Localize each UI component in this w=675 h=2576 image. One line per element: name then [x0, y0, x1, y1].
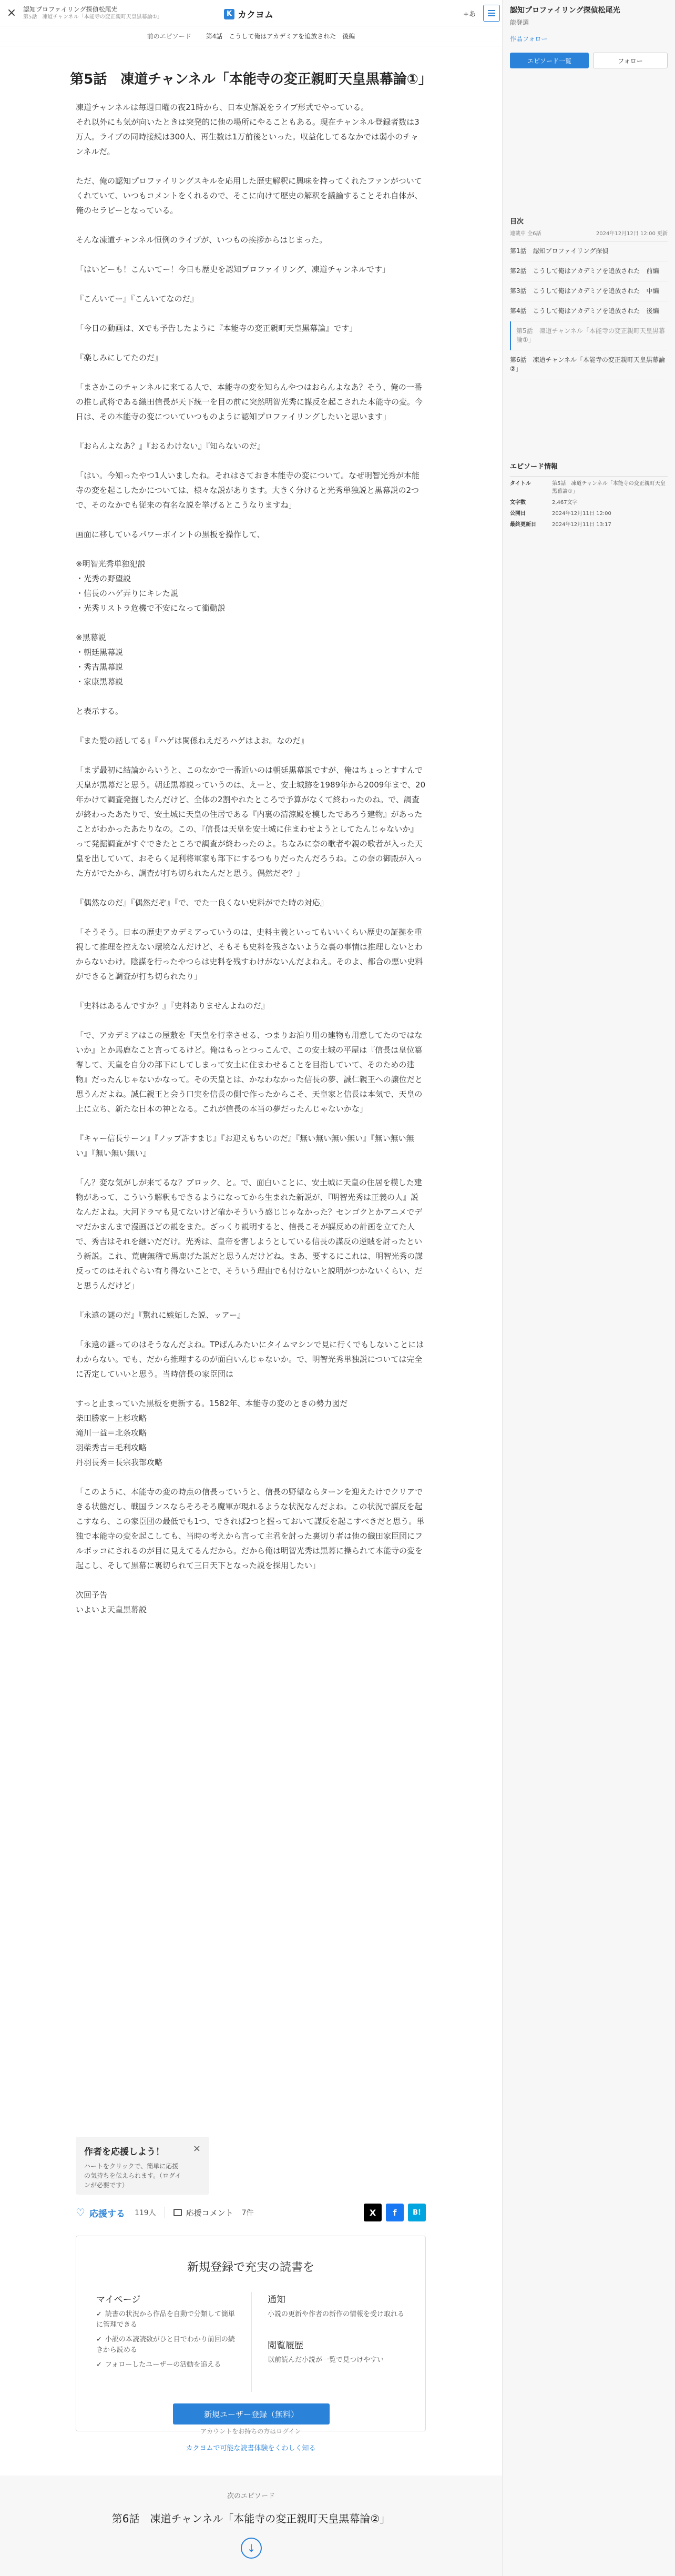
sidebar	[502, 0, 675, 2576]
prev-episode-title[interactable]: 第4話 こうして俺はアカデミアを追放された 後編	[206, 33, 355, 40]
body-paragraph: 『楽しみにしてたのだ』	[76, 353, 163, 362]
logo-mark-icon: K	[224, 9, 234, 19]
logo-name: カクヨム	[238, 10, 273, 21]
toc-meta	[510, 229, 668, 241]
sidebar-author[interactable]: 能登選	[510, 19, 529, 26]
body-paragraph: 『キャー信長サーン』『ノッブ許すまじ』『お迎えもちいのだ』『無い無い無い無い』『無い無い無い』『無い無い無い』	[76, 1134, 414, 1158]
sidebar-work-info	[510, 5, 668, 43]
login-link[interactable]: アカウントをお持ちの方はログイン	[200, 2428, 301, 2435]
comment-count: 7件	[241, 2209, 254, 2217]
info-row	[510, 499, 668, 507]
body-paragraph: 「まさかこのチャンネルに来てる人で、本能寺の変を知らんやつはおらんよなあ？そう、俺の一番の推し武将である織田信長が天下統一を目の前に突然明智光秀に謀反を起こされた本能寺の変。今日は、その本能寺の変についていつものように認知プロファイリングしたいと思います」	[76, 382, 423, 421]
body-paragraph	[76, 453, 426, 468]
body-paragraph	[76, 336, 426, 350]
next-episode-label: 次のエピソード	[227, 2492, 275, 2500]
body-paragraph	[76, 159, 426, 174]
body-paragraph: ただ、俺の認知プロファイリングスキルを応用した歴史解釈に興味を持ってくれたファンがついてくれていて、いつもコメントをくれるので、そこに向けて歴史の解釈を議論することそれ自体が、俺のセラピーとなっている。	[76, 176, 423, 215]
register-card	[76, 2236, 426, 2452]
sidebar-episode-info	[510, 461, 668, 529]
notify-desc: 小説の更新や作者の新作の情報を受け取れる	[268, 2310, 405, 2318]
body-paragraph: 「ん？変な気がしが来てるな？ブロック、と。で、面白いことに、安土城に天皇の住居を模した建物があって、こういう解釈もできるようになってから生まれた新説が、『明智光秀は正義の人』説なんだよね。大河ドラマも見てないけど確かそういう感じじゃなかった？センゴクとかアニメでデマだかまんまで漫画ほどの説をまた。ざっくり説明すると、信長こそが謀反めの計画を立てた人で、秀吉はそれを継いだだけ。光秀は、皇帝を害しようとしている信長の謀反の逆賊を討ったという新説。これ、荒唐無稽で馬鹿げた説だと思うんだけどね。まあ、要するにこれは、明智光秀の謀反ってのはそれぐらい有り得ないことで、そういう理由でも付けないと説明がつかないくらい、だと思うんだけど」	[76, 1178, 423, 1290]
episode-title: 第5話 凍道チャンネル「本能寺の変正親町天皇黒幕論①」	[70, 72, 432, 87]
x-share-icon[interactable]: X	[364, 2204, 382, 2221]
body-paragraph	[76, 424, 426, 439]
body-paragraph: ・光秀リストラ危機で不安になって衝動説	[76, 603, 226, 613]
cheer-prompt-desc: ハートをクリックで、簡単に応援の気持ちを伝えられます。（ログインが必要です）	[84, 2163, 181, 2189]
divider	[251, 2292, 252, 2392]
body-paragraph: いよいよ天皇黒幕説	[76, 1605, 147, 1614]
sidebar-work-follow-link[interactable]: 作品フォロー	[510, 35, 548, 43]
body-paragraph	[76, 1573, 426, 1588]
body-paragraph	[76, 512, 426, 527]
info-value: 2,467文字	[552, 500, 578, 506]
body-paragraph: 「はいどーも！こんいてー！今日も歴史を認知プロファイリング、凍道チャンネルです」	[76, 265, 390, 274]
mypage-feature: ✓ 読書の状況から作品を自動で分類して簡単に管理できる	[96, 2309, 237, 2330]
close-icon[interactable]: ×	[6, 6, 17, 19]
body-paragraph	[76, 1013, 426, 1028]
body-paragraph: 丹羽長秀＝長宗我部攻略	[76, 1458, 163, 1467]
mypage-feature: ✓ 小説の本読読数がひと目でわかり前回の続きから読める	[96, 2335, 237, 2356]
register-title: 新規登録で充実の読書を	[187, 2261, 314, 2274]
info-value: 第5話 凍道チャンネル「本能寺の変正親町天皇黒幕論①」	[552, 481, 666, 494]
body-paragraph	[76, 615, 426, 630]
info-key: 最終更新日	[510, 522, 536, 528]
sidebar-toggle-button[interactable]	[483, 5, 500, 22]
body-paragraph: 次回予告	[76, 1590, 108, 1600]
body-paragraph: 「まず最初に結論からいうと、このなかで一番近いのは朝廷黒幕説ですが、俺はちょっとすすんで天皇が黒幕だと思う。朝廷黒幕説っていうのは、えーと、安土城跡を1989年から2009年まで、20年かけて調査発掘したんだけど、全体の2割やれたところで予算がなくて終わったのね。で、調査が終わったあたりで、安土城に天皇の住居である『内裏の清涼殿を模したであろう建物』があったことがわかったあたりなの。この、『信長は天皇を安土城に住まわせようとしてたんじゃないか』って発掘調査がすぐできたところで調査が終わったのよ。ちなみに奈の歌者や親の歌者が入った天皇を出していて、おそらく足利将軍家も部下にするつもりだったんだろうね。この奈の御殿が入った方がでたから、調査が打ち切られたんだと思う。偶然だぞ？」	[76, 765, 426, 878]
register-button[interactable]: 新規ユーザー登録（無料）	[173, 2403, 330, 2425]
info-row	[510, 510, 668, 518]
sidebar-toc	[510, 216, 668, 379]
info-row	[510, 480, 668, 496]
share-buttons	[364, 2204, 426, 2221]
body-paragraph: 「で、アカデミアはこの屋敷を『天皇を行幸させる、つまりお泊り用の建物も用意してたのではないか』とか馬鹿なこと言ってるけど。俺はもっとつっこんで、この安土城の平屋は『信長は皇位簒奪して、天皇を自分の部下にしてしまって安土に住まわせることを目指していて、そのための建物』だったんじゃないかなって。その天皇とは、かなわなかった信長の夢、誠仁親王への譲位だと思うんだよね。誠仁親王と会う口実を信長の側で作ったからこそ、天皇家と信長は本気で、天皇の上に立ち、新たな日本の神となる。これが信長の本当の夢だったんじゃないかな」	[76, 1031, 423, 1114]
toc-heading: 目次	[510, 218, 524, 226]
body-paragraph	[76, 1470, 426, 1484]
info-row	[510, 521, 668, 529]
body-paragraph: 『おらんよなあ？』『おるわけない』『知らないのだ』	[76, 441, 265, 451]
cheer-button[interactable]: 応援する	[89, 2208, 125, 2219]
cheer-count: 119人	[134, 2209, 156, 2217]
body-paragraph: 「そうそう。日本の歴史アカデミアっていうのは、史料主義といってもいいくらい歴史の証拠を重視して推理を控えない環境なんだけど、そもそも史料を残さないような裏の事情は推理しないとわからないわけ。陰謀を行ったやつらは史料を残すわけがないんだよねえ。そのよ、都合の悪い史料ができると調査が打ち切られたり」	[76, 927, 423, 981]
register-notify-col	[268, 2292, 410, 2366]
kakuyomu-logo[interactable]	[224, 7, 273, 21]
body-paragraph: 滝川一益＝北条攻略	[76, 1428, 147, 1438]
body-paragraph: 凍道チャンネルは毎週日曜の夜21時から、日本史解説をライブ形式でやっている。	[76, 103, 369, 112]
top-header	[0, 0, 502, 26]
body-paragraph: 「このように、本能寺の変の時点の信長っていうと、信長の野望ならターンを迎えたけでクリアできる状態だし、戦国ランスならそろそろ魔軍が現れるような状況なんだよね。この状況で謀反を起こすなら、この家臣団の最低でも1つ、できれば2つと握っておいて謀反を起こすべきだと思う。単独で本能寺の変を起こしても、当時の考えから言って主君を討った裏切り者は他の織田家臣団にフルボッコにされるのが目に見えてるんだから。だから俺は明智光秀は黒幕に操られて本能寺の変を起こし、そして黒幕に裏切られて三日天下となった説を採用したい」	[76, 1487, 425, 1570]
body-paragraph	[76, 218, 426, 233]
next-episode-section	[0, 2476, 502, 2576]
body-paragraph	[76, 984, 426, 998]
prev-episode-link[interactable]: 前のエピソード	[147, 33, 191, 40]
header-work-title[interactable]: 認知プロファイリング探偵松尾光	[23, 5, 118, 13]
header-episode-title: 第5話 凍道チャンネル「本能寺の変正親町天皇黒幕論①」	[23, 14, 162, 20]
body-paragraph: それ以外にも気が向いたときは突発的に他の場所にやることもある。現在チャンネル登録者数は3万人。ライブの同時接続は300人、再生数は1万前後といった。収益化してるなかでは弱小のチャンネルだ。	[76, 117, 420, 156]
toc-item-current[interactable]: 第5話 凍道チャンネル「本能寺の変正親町天皇黒幕論①」	[510, 321, 668, 350]
toc-item[interactable]: 第4話 こうして俺はアカデミアを追放された 後編	[510, 301, 668, 321]
toc-updated: 2024年12月12日 12:00 更新	[596, 231, 668, 237]
body-paragraph: 羽柴秀吉＝毛利攻略	[76, 1443, 147, 1452]
body-paragraph: ・信長のハゲ弄りにキレた説	[76, 589, 178, 598]
body-paragraph: 「永遠の謎ってのはそうなんだよね。TPばんみたいにタイムマシンで見に行くでもしないことにはわからない。でも、だから推理するのが面白いんじゃないか。で、明智光秀単独説については完全に否定していいと思う。当時信長の家臣団は	[76, 1340, 424, 1379]
body-paragraph	[76, 365, 426, 380]
body-paragraph: 「今日の動画は、Xでも予告したように『本能寺の変正親町天皇黒幕論』です」	[76, 324, 357, 333]
episode-subnav	[0, 26, 502, 46]
body-paragraph: ※黒幕説	[76, 633, 106, 642]
body-paragraph: ・秀吉黒幕説	[76, 662, 124, 672]
body-paragraph: ・光秀の野望説	[76, 574, 131, 583]
body-paragraph	[76, 306, 426, 321]
cheer-prompt-title: 作者を応援しよう！	[84, 2147, 165, 2157]
follow-button[interactable]: フォロー	[593, 53, 668, 68]
arrow-down-icon[interactable]: ↓	[241, 2538, 262, 2559]
toc-item[interactable]: 第2話 こうして俺はアカデミアを追放された 前編	[510, 261, 668, 281]
toc-status: 連載中 全6話	[510, 231, 541, 237]
notify-heading: 通知	[268, 2295, 285, 2305]
episode-list-button[interactable]: エピソード一覧	[510, 53, 589, 68]
body-paragraph: 柴田勝家＝上杉攻略	[76, 1413, 147, 1423]
toc-item[interactable]: 第1話 認知プロファイリング探偵	[510, 241, 668, 261]
episode-body	[76, 100, 426, 1617]
info-value: 2024年12月11日 13:17	[552, 522, 611, 528]
body-paragraph	[76, 542, 426, 557]
body-paragraph: 『史料はあるんですか？』『史料ありませんよねのだ』	[76, 1001, 269, 1011]
comment-icon	[173, 2209, 182, 2216]
body-paragraph	[76, 689, 426, 704]
body-paragraph: 画面に移しているパワーポイントの黒板を操作して、	[76, 530, 265, 539]
heart-icon[interactable]: ♡	[76, 2206, 85, 2219]
info-value: 2024年12月11日 12:00	[552, 511, 611, 517]
body-paragraph: すっと止まっていた黒板を更新する。1582年、本能寺の変のときの勢力図だ	[76, 1399, 348, 1408]
toc-item[interactable]: 第3話 こうして俺はアカデミアを追放された 中編	[510, 281, 668, 301]
body-paragraph	[76, 1322, 426, 1337]
cheer-prompt-box	[76, 2137, 209, 2195]
info-key: タイトル	[510, 481, 531, 487]
body-paragraph: 『永遠の謎のだ』『驚れに嫉妬した説、ッアー』	[76, 1310, 246, 1320]
body-paragraph	[76, 1160, 426, 1175]
header-actions	[459, 0, 502, 26]
close-icon[interactable]: ×	[192, 2143, 201, 2154]
header-work-info[interactable]	[23, 5, 197, 21]
toc-item[interactable]: 第6話 凍道チャンネル「本能寺の変正親町天皇黒幕論②」	[510, 350, 668, 379]
register-mypage-col	[96, 2292, 237, 2370]
body-paragraph	[76, 719, 426, 733]
episode-info-heading: エピソード情報	[510, 461, 668, 477]
sidebar-buttons	[510, 53, 668, 68]
body-paragraph: ※明智光秀単独犯説	[76, 559, 146, 569]
body-paragraph	[76, 910, 426, 925]
sidebar-work-title[interactable]: 認知プロファイリング探偵松尾光	[510, 6, 620, 15]
body-paragraph	[76, 1116, 426, 1131]
comment-button[interactable]: 応援コメント	[186, 2208, 233, 2218]
mypage-feature: ✓ フォローしたユーザーの活動を追える	[96, 2360, 237, 2370]
cheer-row	[76, 2202, 426, 2223]
body-paragraph	[76, 277, 426, 291]
body-paragraph	[76, 881, 426, 895]
history-desc: 以前読んだ小説が一覧で見つけやすい	[268, 2356, 384, 2364]
body-paragraph: そんな凍道チャンネル恒例のライブが、いつもの挨拶からはじまった。	[76, 235, 328, 245]
menu-icon	[488, 10, 495, 16]
body-paragraph	[76, 1293, 426, 1308]
body-paragraph: 『偶然なのだ』『偶然だぞ』『で、でた一良くない史料がでた時の対応』	[76, 898, 328, 907]
font-size-button[interactable]: +あ	[463, 10, 476, 18]
learn-more-link[interactable]: カクヨムで可能な読書体験をくわしく知る	[186, 2444, 316, 2452]
body-paragraph: 『また髪の話してる』『ハゲは関係ねえだろハゲはよお。なのだ』	[76, 736, 309, 745]
history-heading: 閲覧履歴	[268, 2340, 303, 2351]
info-key: 公開日	[510, 511, 526, 517]
info-key: 文字数	[510, 500, 526, 506]
body-paragraph: ・朝廷黒幕説	[76, 648, 124, 657]
body-paragraph: ・家康黒幕説	[76, 677, 124, 686]
body-paragraph: 「はい。今知ったやつ1人いましたね。それはさておき本能寺の変について。なぜ明智光秀が本能寺の変を起こしたかについては、様々な説があります。大きく分けると光秀単独説と黒幕説の2つで、そのなかでも従来の有名な説を挙げるとこうなりますね」	[76, 471, 420, 510]
facebook-share-icon[interactable]: f	[386, 2204, 404, 2221]
body-paragraph: 『こんいてー』『こんいてなのだ』	[76, 294, 198, 304]
next-episode-link[interactable]: 第6話 凍道チャンネル「本能寺の変正親町天皇黒幕論②」	[111, 2512, 391, 2525]
body-paragraph	[76, 247, 426, 262]
mypage-heading: マイページ	[96, 2295, 141, 2305]
body-paragraph: と表示する。	[76, 706, 124, 716]
body-paragraph	[76, 1381, 426, 1396]
hatena-bookmark-icon[interactable]: B!	[408, 2204, 426, 2221]
body-paragraph	[76, 748, 426, 763]
